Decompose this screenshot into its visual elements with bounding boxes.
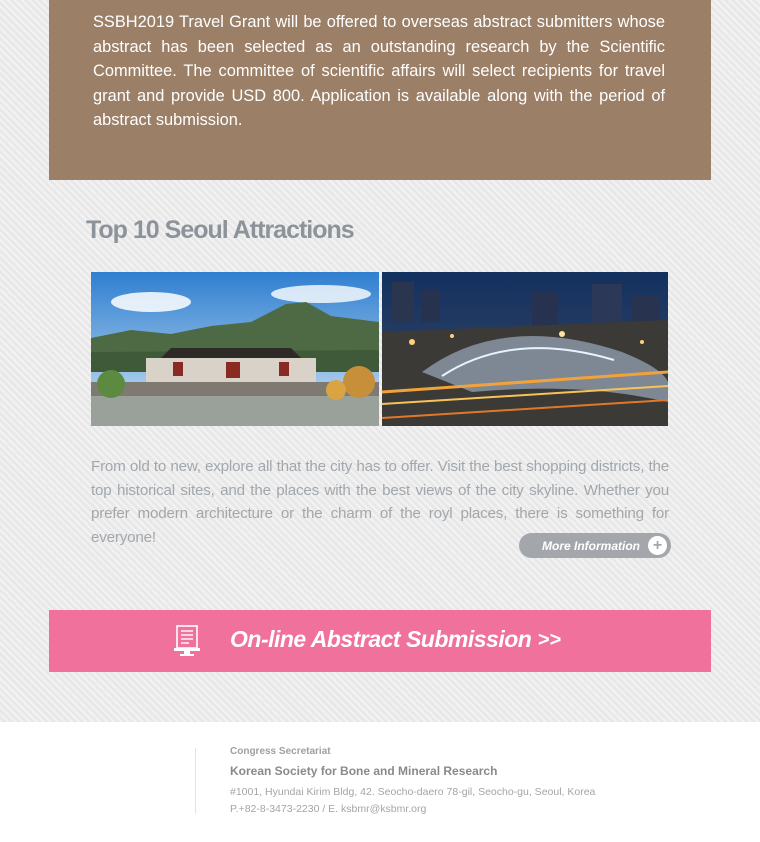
online-abstract-submission-button[interactable] bbox=[49, 610, 711, 672]
footer-contact: P.+82-8-3473-2230 / E. ksbmr@ksbmr.org bbox=[230, 803, 427, 815]
gyeongbokgung-palace-photo bbox=[91, 272, 379, 426]
plus-circle-icon: + bbox=[648, 536, 667, 555]
footer bbox=[0, 722, 760, 842]
more-information-button[interactable] bbox=[519, 533, 671, 558]
footer-organization: Korean Society for Bone and Mineral Research bbox=[230, 764, 498, 778]
attractions-description: From old to new, explore all that the city has to offer. Visit the best shopping districts, the top historical sites, and the places with the best views of the city skyline. Whether you prefer modern architecture or the charm of the royl places, there is something for everyone! bbox=[91, 458, 669, 546]
more-information-label: More Information bbox=[542, 538, 640, 553]
travel-grant-text: SSBH2019 Travel Grant will be offered to overseas abstract submitters whose abstract has been selected as an outstanding research by the Scientific Committee. The committee of scientific affairs will select recipients for travel grant and provide USD 800. Application is available along with the period of abstract submission. bbox=[93, 13, 665, 129]
submission-arrows: >> bbox=[538, 629, 562, 651]
footer-address: #1001, Hyundai Kirim Bldg, 42. Seocho-daero 78-gil, Seocho-gu, Seoul, Korea bbox=[230, 786, 596, 798]
document-computer-icon bbox=[173, 625, 201, 657]
submission-label: On-line Abstract Submission bbox=[230, 626, 532, 652]
footer-divider bbox=[195, 748, 196, 814]
ddp-night-photo bbox=[382, 272, 668, 426]
attractions-title: Top 10 Seoul Attractions bbox=[86, 216, 354, 244]
travel-grant-panel bbox=[49, 0, 711, 180]
footer-label: Congress Secretariat bbox=[230, 746, 331, 757]
